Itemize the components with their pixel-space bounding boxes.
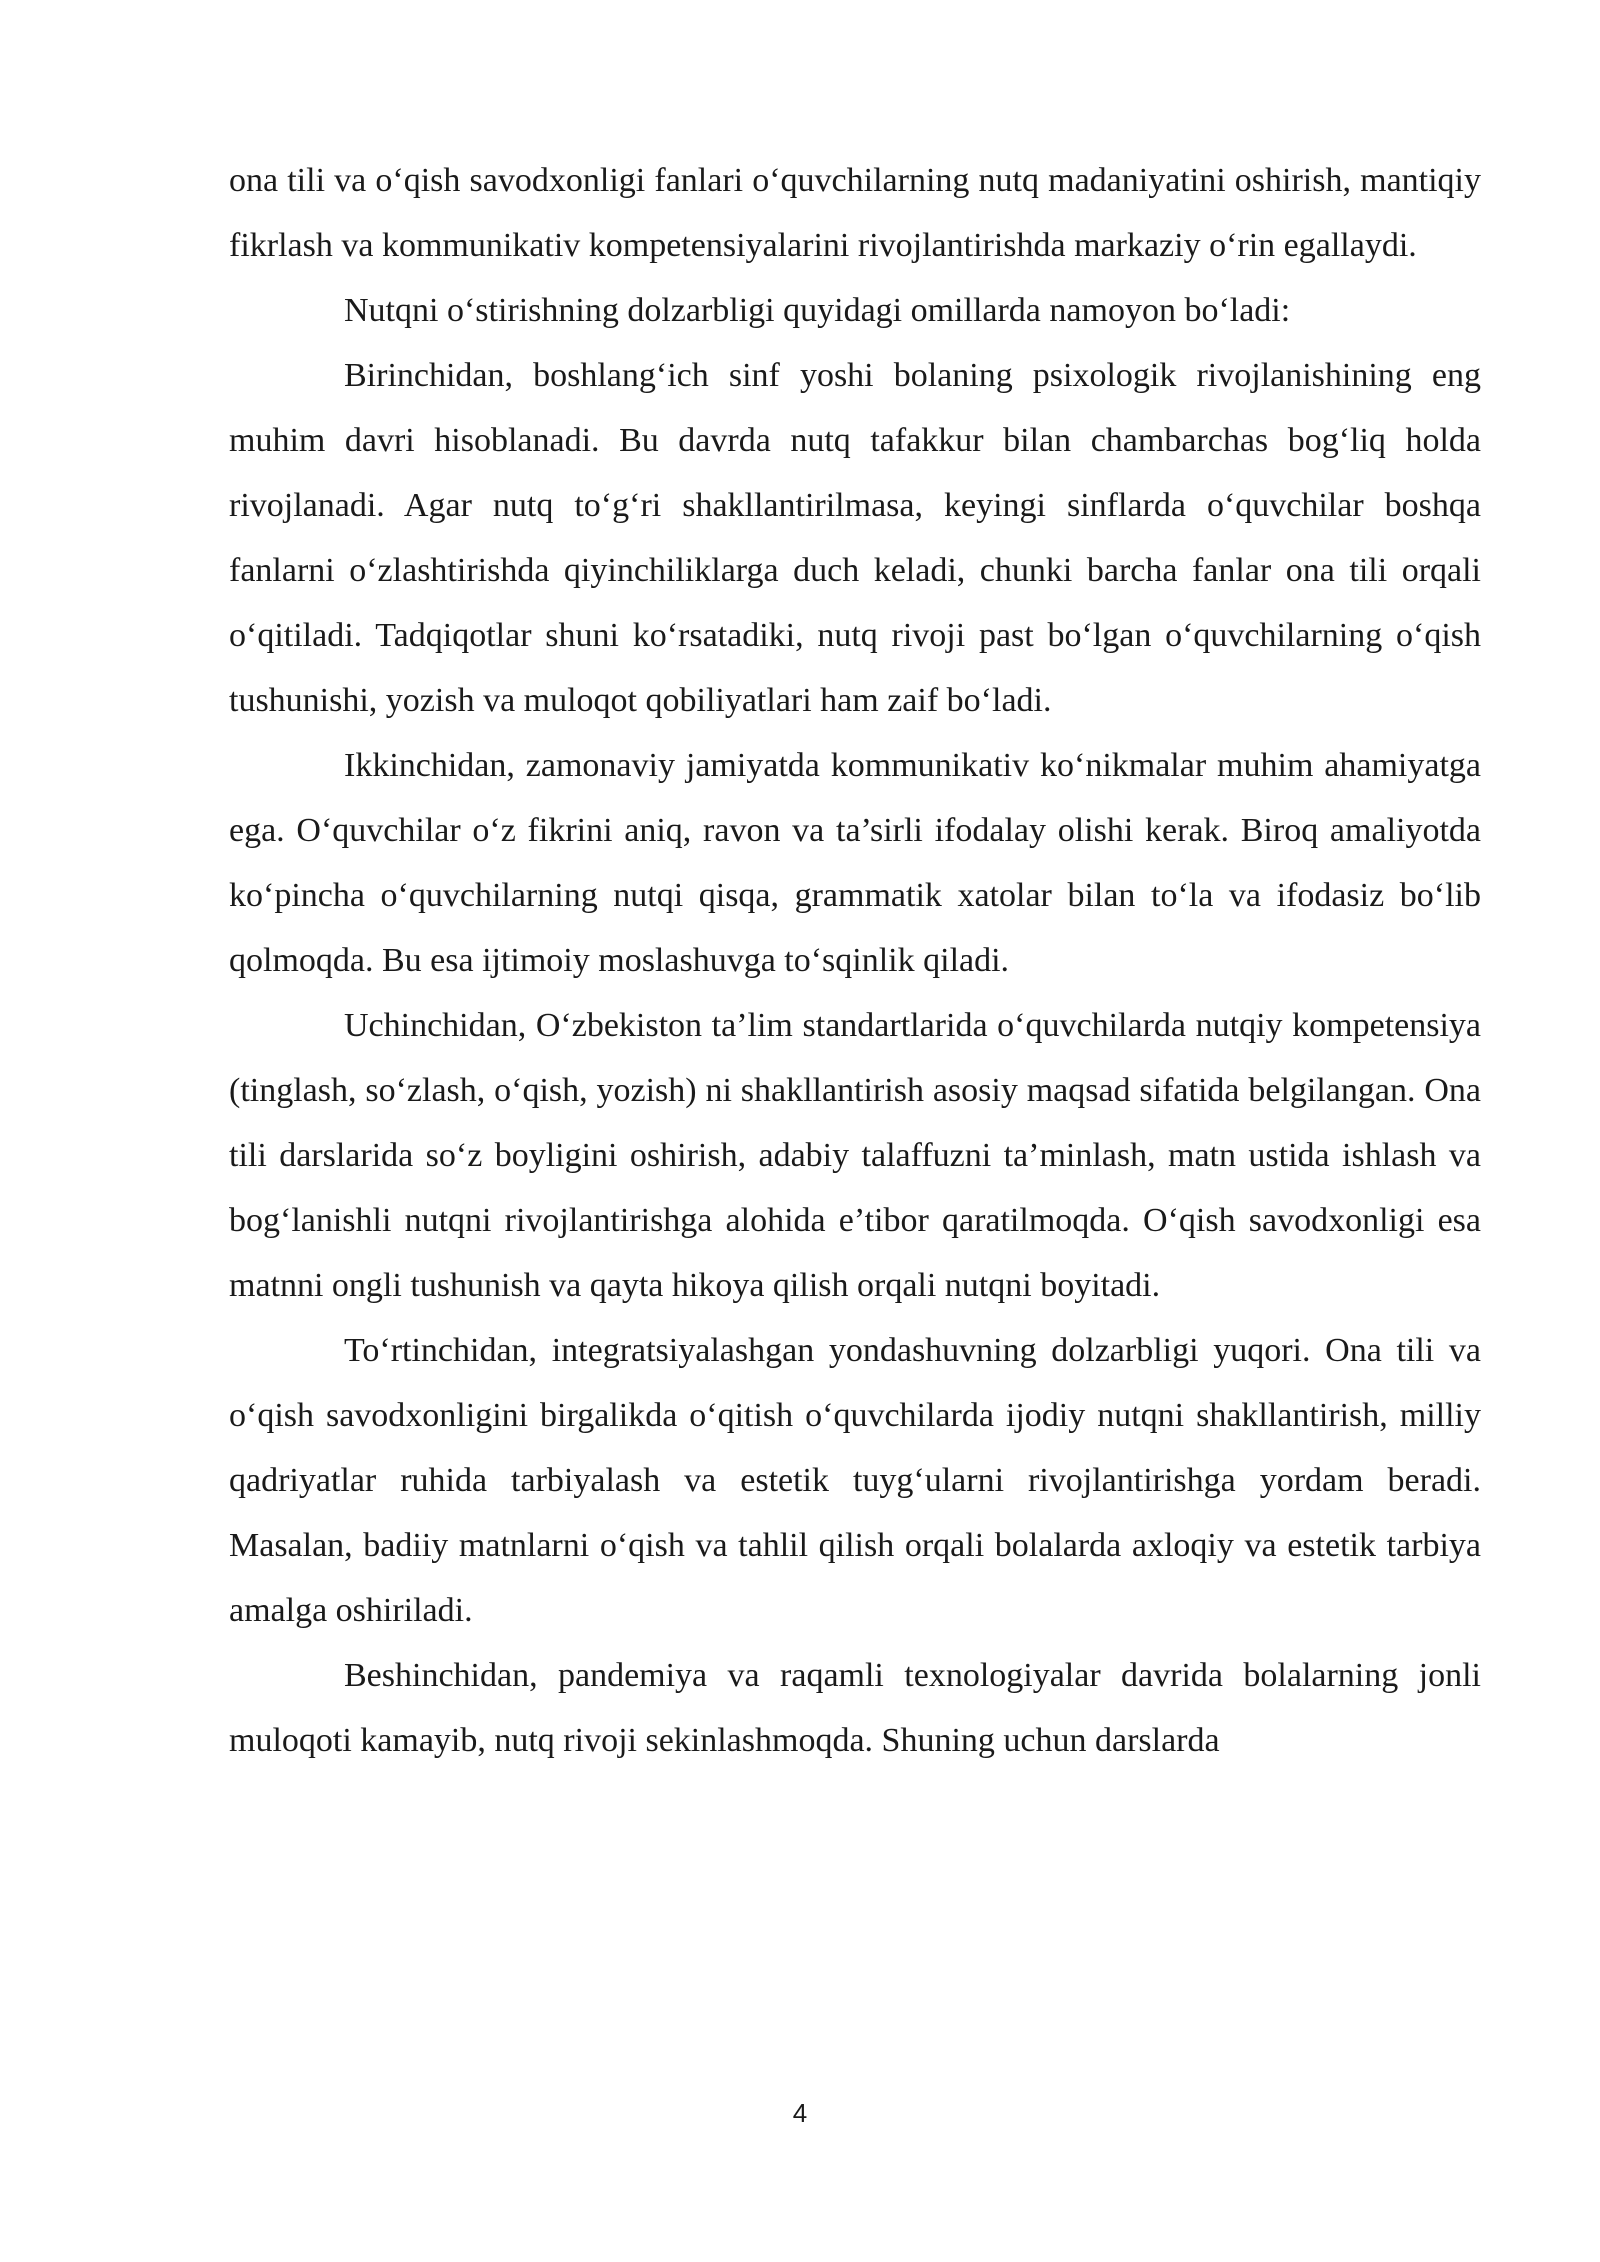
paragraph-intro: Nutqni o‘stirishning dolzarbligi quyidagi omillarda namoyon bo‘ladi: [344, 292, 1291, 329]
body-text [229, 148, 1481, 1773]
paragraph-first: Birinchidan, boshlang‘ich sinf yoshi bolaning psixologik rivojlanishining eng muhim davri hisoblanadi. Bu davrda nutq tafakkur bilan chambarchas bog‘liq holda rivojlanadi. Agar nutq to‘g‘ri shakllantirilmasa, keyingi sinflarda o‘quvchilar boshqa fanlarni o‘zlashtirishda qiyinchiliklarga duch keladi, chunki barcha fanlar ona tili orqali o‘qitiladi. Tadqiqotlar shuni ko‘rsatadiki, nutq rivoji past bo‘lgan o‘quvchilarning o‘qish tushunishi, yozish va muloqot qobiliyatlari ham zaif bo‘ladi. [229, 357, 1481, 719]
paragraph-continuation: ona tili va o‘qish savodxonligi fanlari o‘quvchilarning nutq madaniyatini oshirish, mantiqiy fikrlash va kommunikativ kompetensiyalarini rivojlantirishda markaziy o‘rin egallaydi. [229, 162, 1481, 264]
paragraph-second: Ikkinchidan, zamonaviy jamiyatda kommunikativ ko‘nikmalar muhim ahamiyatga ega. O‘quvchilar o‘z fikrini aniq, ravon va ta’sirli ifodalay olishi kerak. Biroq amaliyotda ko‘pincha o‘quvchilarning nutqi qisqa, grammatik xatolar bilan to‘la va ifodasiz bo‘lib qolmoqda. Bu esa ijtimoiy moslashuvga to‘sqinlik qiladi. [229, 747, 1481, 979]
paragraph-fifth: Beshinchidan, pandemiya va raqamli texnologiyalar davrida bolalarning jonli muloqoti kamayib, nutq rivoji sekinlashmoqda. Shuning uchun darslarda [229, 1657, 1481, 1759]
page-number: 4 [792, 2098, 808, 2128]
paragraph-fourth: To‘rtinchidan, integratsiyalashgan yondashuvning dolzarbligi yuqori. Ona tili va o‘qish savodxonligini birgalikda o‘qitish o‘quvchilarda ijodiy nutqni shakllantirish, milliy qadriyatlar ruhida tarbiyalash va estetik tuyg‘ularni rivojlantirishga yordam beradi. Masalan, badiiy matnlarni o‘qish va tahlil qilish orqali bolalarda axloqiy va estetik tarbiya amalga oshiriladi. [229, 1332, 1481, 1629]
paragraph-third: Uchinchidan, O‘zbekiston ta’lim standartlarida o‘quvchilarda nutqiy kompetensiya (tinglash, so‘zlash, o‘qish, yozish) ni shakllantirish asosiy maqsad sifatida belgilangan. Ona tili darslarida so‘z boyligini oshirish, adabiy talaffuzni ta’minlash, matn ustida ishlash va bog‘lanishli nutqni rivojlantirishga alohida e’tibor qaratilmoqda. O‘qish savodxonligi esa matnni ongli tushunish va qayta hikoya qilish orqali nutqni boyitadi. [229, 1007, 1481, 1304]
